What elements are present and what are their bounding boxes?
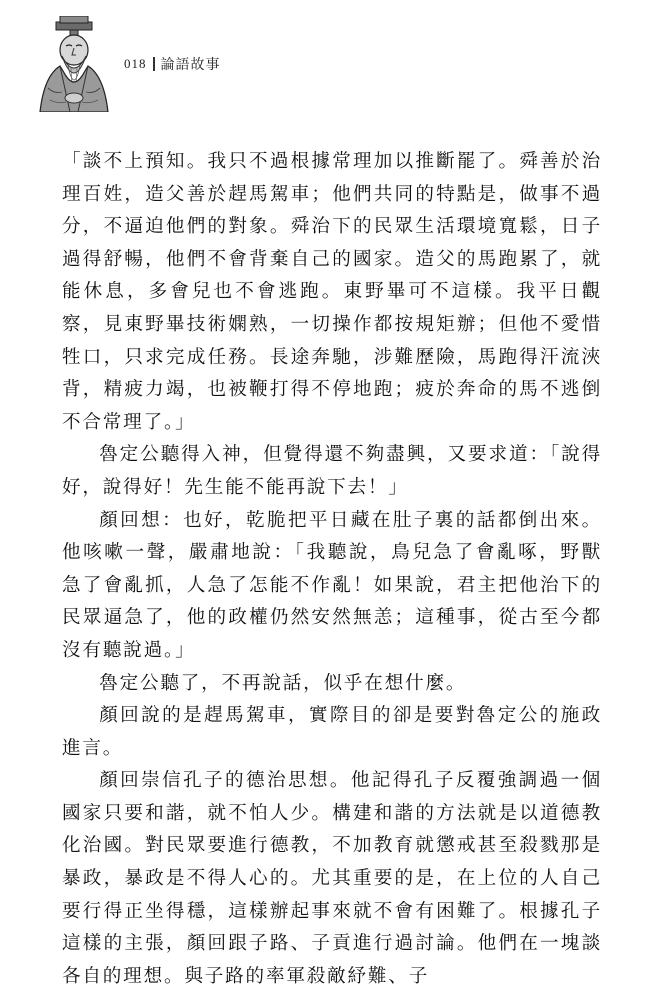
confucius-portrait-icon [30,16,118,112]
body-text [62,146,602,993]
book-title: 論語故事 [160,57,221,73]
paragraph: 魯定公聽得入神，但覺得還不夠盡興，又要求道：「說得好，說得好！先生能不能再說下去！」 [62,444,602,498]
paragraph: 魯定公聽了，不再說話，似乎在想什麼。 [99,672,467,694]
page-number: 018 [124,56,147,71]
paragraph: 顏回想：也好，乾脆把平日藏在肚子裏的話都倒出來。他咳嗽一聲，嚴肅地說：「我聽說，鳥兒急了會亂啄，野獸急了會亂抓，人急了怎能不作亂！如果說，君主把他治下的民眾逼急了，他的政權仍然安然無恙；這種事，從古至今都沒有聽說過。」 [62,509,602,661]
paragraph: 顏回說的是趕馬駕車，實際目的卻是要對魯定公的施政進言。 [62,705,602,759]
header-separator [153,57,155,71]
page-header [30,14,221,114]
paragraph: 「談不上預知。我只不過根據常理加以推斷罷了。舜善於治理百姓，造父善於趕馬駕車；他們共同的特點是，做事不過分，不逼迫他們的對象。舜治下的民眾生活環境寬鬆，日子過得舒暢，他們不會背棄自己的國家。造父的馬跑累了，就能休息，多會兒也不會逃跑。東野畢可不這樣。我平日觀察，見東野畢技術嫻熟，一切操作都按規矩辦；但他不愛惜牲口，只求完成任務。長途奔馳，涉難歷險，馬跑得汗流浹背，精疲力竭，也被鞭打得不停地跑；疲於奔命的馬不逃倒不合常理了。」 [62,151,602,433]
paragraph: 顏回崇信孔子的德治思想。他記得孔子反覆強調過一個國家只要和諧，就不怕人少。構建和諧的方法就是以道德教化治國。對民眾要進行德教，不加教育就懲戒甚至殺戮那是暴政，暴政是不得人心的。尤其重要的是，在上位的人自己要行得正坐得穩，這樣辦起事來就不會有困難了。根據孔子這樣的主張，顏回跟子路、子貢進行過討論。他們在一塊談各自的理想。與子路的率軍殺敵紓難、子 [62,770,602,987]
running-head [124,54,221,74]
